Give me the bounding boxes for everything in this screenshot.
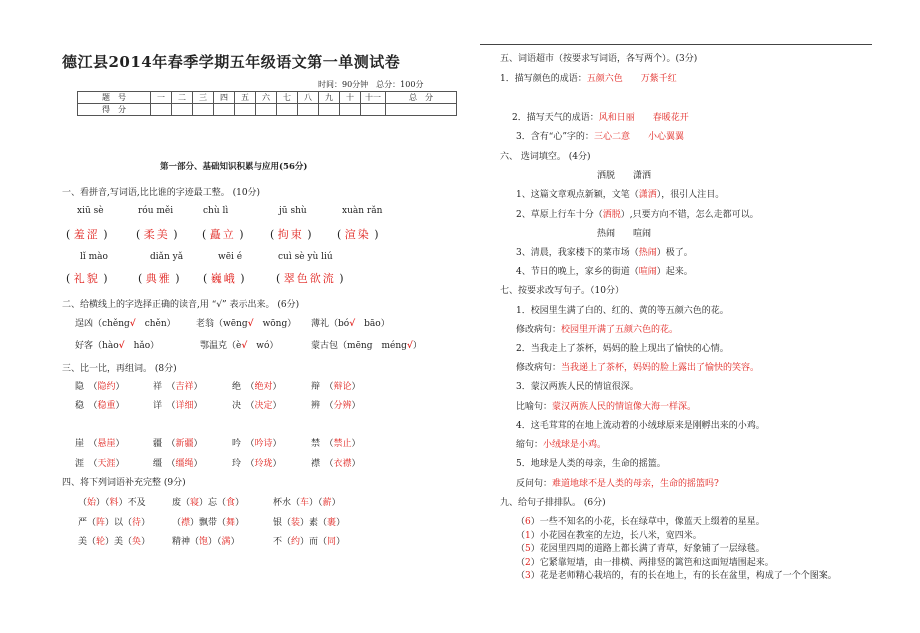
idiom-text: 精神（	[172, 537, 200, 547]
q3-title: 三、比一比，再组词。 (8分)	[62, 364, 177, 374]
word-group: 祥 （吉祥）	[153, 382, 203, 392]
q1-title: 一、看拼音,写词语,比比谁的字迹最工整。 (10分)	[62, 188, 261, 198]
answer-text: 喧闹	[638, 267, 657, 277]
idiom-text: ）	[336, 518, 346, 528]
q5-question: 3．含有“心”字的：	[516, 132, 594, 142]
score-cell: 二	[172, 92, 193, 104]
ordering-item	[516, 555, 774, 568]
answer-text: 薪	[322, 498, 332, 508]
reading-word: 蒙古包	[311, 341, 339, 351]
base-char: 祥	[153, 382, 163, 392]
idiom-text: ）美（	[105, 537, 133, 547]
base-char: 稳	[75, 401, 85, 411]
idiom-text: 杯水（	[273, 498, 301, 508]
answer-text: 小绒球是小鸡。	[543, 440, 607, 450]
q7-answer-4	[516, 437, 606, 450]
check-mark-icon: √	[247, 319, 254, 329]
answer-text: 衣襟	[333, 459, 352, 469]
reading-word: 鄂温克	[200, 341, 228, 351]
idiom-item	[78, 495, 146, 508]
word-group: 辨 （分辨）	[311, 401, 361, 411]
q5-answer: 风和日丽 春暖花开	[598, 113, 689, 123]
word-group: 决 （决定）	[232, 401, 282, 411]
answer-box-6: ( 礼貌 )	[66, 272, 108, 285]
answer-text: 稳重	[97, 401, 116, 411]
idiom-text: ）	[230, 537, 240, 547]
ordering-item	[516, 568, 837, 581]
reading-option: hào	[102, 341, 119, 351]
q5-title: 五、词语超市（按要求写词语，各写两个）。(3分)	[500, 54, 698, 64]
q7-answer-3	[516, 399, 696, 412]
idiom-text: ）	[141, 518, 151, 528]
word-group: 崖 （悬崖）	[75, 439, 125, 449]
check-mark-icon: √	[406, 341, 413, 351]
score-value-row	[78, 104, 457, 116]
answer-text: 同	[327, 537, 337, 547]
idiom-item	[172, 534, 240, 547]
answer-text: 巍峨	[210, 272, 237, 285]
answer-text: 矗立	[209, 228, 236, 241]
score-cell: 题 号	[78, 92, 151, 104]
pinyin-1: xiū sè	[77, 206, 104, 216]
answer-text: 满	[221, 537, 231, 547]
score-cell	[256, 104, 277, 116]
answer-box-1: ( 羞涩 )	[66, 228, 108, 241]
word-group: 绝 （绝对）	[232, 382, 282, 392]
answer-text: 柔美	[143, 228, 170, 241]
answer-text: 缰绳	[175, 459, 194, 469]
q7-sentence-1: 1．校园里生满了白的、红的、黄的等五颜六色的花。	[516, 306, 729, 316]
answer-text: 热闹	[638, 248, 657, 258]
answer-text: 阵	[96, 518, 106, 528]
ordering-text: 小花园在教室的左边，长八米，宽四米。	[539, 530, 702, 541]
reading-option: bāo	[364, 319, 381, 329]
idiom-text: ）	[331, 498, 341, 508]
q9-title: 九、给句子排排队。 (6分)	[500, 498, 606, 508]
ordering-text: 它紧靠短墙，由一排横、两排竖的篱笆和这面短墙围起来。	[539, 557, 774, 568]
idiom-item	[172, 495, 244, 508]
idiom-text: ）	[235, 518, 245, 528]
answer-box-2: ( 柔美 )	[136, 228, 178, 241]
base-char: 禁	[311, 439, 321, 449]
ordering-item	[516, 528, 702, 541]
base-char: 疆	[153, 439, 163, 449]
answer-box-9: ( 翠色欲流 )	[276, 272, 344, 285]
answer-text: 渲染	[344, 228, 371, 241]
reading-word: 逞凶	[75, 319, 94, 329]
base-char: 辨	[311, 401, 321, 411]
reading-option: chěn	[144, 319, 167, 329]
reading-option: wēng	[223, 319, 248, 329]
ordering-text: 花是老师精心栽培的，有的长在地上，有的长在盆里，构成了一个个图案。	[539, 571, 837, 581]
sentence-text: 4、节日的晚上，家乡的街道（	[516, 267, 639, 277]
answer-text: 礼貌	[73, 272, 100, 285]
q7-title: 七、按要求改写句子。（10分）	[500, 286, 624, 296]
base-char: 涯	[75, 459, 85, 469]
score-cell: 八	[298, 92, 319, 104]
score-cell: 三	[193, 92, 214, 104]
q6-title: 六、 选词填空。 (4分)	[500, 152, 591, 162]
idiom-text: ）以（	[105, 518, 133, 528]
word-group: 详 （详细）	[153, 401, 203, 411]
answer-text: 奂	[132, 537, 142, 547]
score-cell	[172, 104, 193, 116]
pinyin-6: lǐ mào	[80, 252, 108, 262]
word-group: 疆 （新疆）	[153, 439, 203, 449]
answer-text: 分辨	[333, 401, 352, 411]
check-mark-icon: √	[349, 319, 356, 329]
part1-heading: 第一部分、基础知识积累与应用(56分)	[160, 162, 308, 172]
word-group: 涯 （天涯）	[75, 459, 125, 469]
base-char: 吟	[232, 439, 242, 449]
reading-item: 老翁（wēng√ wōng）	[196, 319, 297, 329]
base-char: 缰	[153, 459, 163, 469]
q2-title: 二、给横线上的字选择正确的读音,用 “√” 表示出来。 (6分)	[62, 300, 300, 310]
idiom-text: 美（	[78, 537, 97, 547]
answer-text: 饱	[199, 537, 209, 547]
score-cell: 九	[319, 92, 340, 104]
answer-text: 校园里开满了五颜六色的花。	[561, 325, 679, 335]
q7-answer-1	[516, 322, 678, 335]
answer-text: 寝	[190, 498, 200, 508]
answer-text: 食	[226, 498, 236, 508]
answer-box-5: ( 渲染 )	[337, 228, 379, 241]
base-char: 决	[232, 401, 242, 411]
word-group: 辩 （辩论）	[311, 382, 361, 392]
idiom-text: （	[78, 498, 88, 508]
word-group: 禁 （禁止）	[311, 439, 361, 449]
answer-text: 装	[291, 518, 301, 528]
sentence-text: 1、这篇文章观点新颖，文笔（	[516, 190, 639, 200]
reading-option: wó	[256, 341, 270, 351]
exam-meta: 时间：90分钟 总分：100分	[318, 80, 424, 89]
word-group: 吟 （吟诗）	[232, 439, 282, 449]
answer-text: 绝对	[254, 382, 273, 392]
answer-text: 车	[300, 498, 310, 508]
pinyin-5: xuàn rǎn	[342, 206, 383, 216]
score-table	[77, 91, 457, 116]
base-char: 绝	[232, 382, 242, 392]
reading-item: 鄂温克（è√ wó）	[200, 341, 279, 351]
score-cell: 四	[214, 92, 235, 104]
sentence-text: ）起来。	[656, 267, 693, 277]
q5-answer: 三心二意 小心翼翼	[593, 132, 684, 142]
answer-label: 反问句：	[516, 479, 553, 489]
score-cell: 七	[277, 92, 298, 104]
answer-text: 待	[132, 518, 142, 528]
check-mark-icon: √	[118, 341, 125, 351]
score-cell: 五	[235, 92, 256, 104]
word-group: 襟 （衣襟）	[311, 459, 361, 469]
idiom-item	[273, 495, 341, 508]
answer-text: 羞涩	[73, 228, 100, 241]
q6-sentence-4	[516, 264, 693, 277]
idiom-text: ）（	[96, 498, 110, 508]
q7-sentence-4: 4．这毛茸茸的在地上流动着的小绒球原来是刚孵出来的小鸡。	[516, 421, 765, 431]
idiom-item	[78, 534, 150, 547]
score-cell	[386, 104, 457, 116]
idiom-text: ）不及	[118, 498, 146, 508]
answer-text: 舞	[226, 518, 236, 528]
reading-option: hǎo	[133, 341, 151, 351]
reading-option: mēng	[347, 341, 373, 351]
answer-box-4: ( 拘束 )	[270, 228, 312, 241]
score-cell	[298, 104, 319, 116]
pinyin-8: wēi é	[218, 252, 243, 262]
answer-text: 隐约	[97, 382, 116, 392]
q5-question: 1．描写颜色的成语：	[500, 74, 587, 84]
base-char: 详	[153, 401, 163, 411]
reading-option: chěng	[102, 319, 130, 329]
answer-text: 吟诗	[254, 439, 273, 449]
base-char: 玲	[232, 459, 242, 469]
reading-word: 好客	[75, 341, 94, 351]
score-cell: 十	[340, 92, 361, 104]
answer-text: 襟	[181, 518, 191, 528]
score-cell: 十一	[361, 92, 386, 104]
idiom-text: （	[172, 518, 182, 528]
sentence-text: ）极了。	[656, 248, 693, 258]
answer-text: 约	[291, 537, 301, 547]
q6-sentence-2	[516, 207, 759, 220]
q5-item-1	[500, 71, 677, 84]
score-cell: 得 分	[78, 104, 151, 116]
idiom-item	[273, 515, 345, 528]
check-mark-icon: √	[129, 319, 136, 329]
idiom-text: ）而（	[300, 537, 328, 547]
answer-text: 裹	[327, 518, 337, 528]
answer-text: 当我递上了茶杯，妈妈的脸上露出了愉快的笑容。	[561, 363, 760, 373]
reading-option: è	[236, 341, 242, 351]
order-number: （6）	[516, 517, 540, 527]
answer-box-7: ( 典雅 )	[138, 272, 180, 285]
reading-item: 逞凶（chěng√ chěn）	[75, 319, 176, 329]
answer-text: 料	[109, 498, 119, 508]
q6-sentence-3	[516, 245, 693, 258]
pinyin-4: jū shù	[279, 206, 307, 216]
answer-box-8: ( 巍峨 )	[203, 272, 245, 285]
ordering-item	[516, 514, 765, 527]
score-cell	[235, 104, 256, 116]
idiom-text: ）	[235, 498, 245, 508]
idiom-text: 银（	[273, 518, 292, 528]
reading-item: 好客（hào√ hǎo）	[75, 341, 160, 351]
idiom-item	[273, 534, 345, 547]
order-number: （3）	[516, 571, 540, 581]
q4-title: 四、将下列词语补充完整 (9分)	[62, 478, 186, 488]
q7-answer-5	[516, 476, 719, 489]
q5-item-2	[512, 110, 689, 123]
idiom-item	[78, 515, 150, 528]
idiom-text: 不（	[273, 537, 292, 547]
score-cell	[319, 104, 340, 116]
answer-text: 天涯	[97, 459, 116, 469]
answer-text: 翠色欲流	[283, 272, 336, 285]
answer-text: 玲珑	[254, 459, 273, 469]
word-group: 玲 （玲珑）	[232, 459, 282, 469]
answer-label: 修改病句：	[516, 325, 562, 335]
pinyin-2: róu měi	[138, 206, 174, 216]
idiom-text: 废（	[172, 498, 191, 508]
reading-word: 薄礼	[311, 319, 330, 329]
answer-label: 缩句：	[516, 440, 544, 450]
pinyin-9: cuì sè yù liú	[278, 252, 333, 262]
q6-sentence-1	[516, 187, 724, 200]
idiom-text: ）	[141, 537, 151, 547]
score-cell	[340, 104, 361, 116]
answer-text: 决定	[254, 401, 273, 411]
exam-title: 德江县2014年春季学期五年级语文第一单测试卷	[62, 53, 401, 71]
answer-text: 始	[87, 498, 97, 508]
top-rule	[480, 44, 872, 45]
q5-item-3	[516, 129, 684, 142]
reading-item: 蒙古包（mēng méng√）	[311, 341, 422, 351]
base-char: 崖	[75, 439, 85, 449]
answer-text: 禁止	[333, 439, 352, 449]
idiom-item	[172, 515, 244, 528]
q7-sentence-3: 3．蒙汉两族人民的情谊很深。	[516, 382, 639, 392]
base-char: 辩	[311, 382, 321, 392]
answer-text: 难道地球不是人类的母亲，生命的摇篮吗?	[552, 479, 719, 489]
answer-text: 拘束	[277, 228, 304, 241]
score-cell	[277, 104, 298, 116]
base-char: 襟	[311, 459, 321, 469]
word-pair-2: 热闹 喧闹	[597, 229, 652, 239]
sentence-text: ）,只要方向不错，怎么走都可以。	[620, 210, 759, 220]
idiom-text: ）飘带（	[190, 518, 227, 528]
score-cell	[361, 104, 386, 116]
q7-answer-2	[516, 360, 759, 373]
reading-option: méng	[381, 341, 407, 351]
word-pair-1: 洒脱 潇洒	[597, 171, 652, 181]
reading-option: bó	[338, 319, 350, 329]
pinyin-3: chù lì	[203, 206, 229, 216]
answer-box-3: ( 矗立 )	[202, 228, 244, 241]
order-number: （2）	[516, 557, 540, 568]
order-number: （1）	[516, 530, 540, 541]
idiom-text: ）（	[309, 498, 323, 508]
word-group: 隐 （隐约）	[75, 382, 125, 392]
score-cell	[193, 104, 214, 116]
sentence-text: 3、清晨，我家楼下的菜市场（	[516, 248, 639, 258]
q5-answer: 五颜六色 万紫千红	[586, 74, 677, 84]
order-number: （5）	[516, 544, 540, 554]
idiom-text: ）忘（	[199, 498, 227, 508]
word-group: 缰 （缰绳）	[153, 459, 203, 469]
q7-sentence-5: 5．地球是人类的母亲，生命的摇篮。	[516, 459, 666, 469]
sentence-text: ），很引人注目。	[656, 190, 725, 200]
answer-text: 吉祥	[175, 382, 194, 392]
answer-text: 轮	[96, 537, 106, 547]
score-cell	[151, 104, 172, 116]
answer-text: 潇洒	[638, 190, 657, 200]
pinyin-7: diǎn yǎ	[150, 252, 184, 262]
answer-text: 悬崖	[97, 439, 116, 449]
sentence-text: 2、草原上行车十分（	[516, 210, 603, 220]
idiom-text: ）	[336, 537, 346, 547]
q7-sentence-2: 2．当我走上了茶杯，妈妈的脸上现出了愉快的心情。	[516, 344, 729, 354]
score-cell	[214, 104, 235, 116]
answer-text: 新疆	[175, 439, 194, 449]
ordering-text: 花园里四周的道路上都长满了青草，好象铺了一层绿毯。	[539, 544, 765, 554]
answer-text: 详细	[175, 401, 194, 411]
reading-option: wōng	[262, 319, 288, 329]
answer-text: 蒙汉两族人民的情谊像大海一样深。	[552, 402, 697, 412]
answer-text: 典雅	[145, 272, 172, 285]
score-cell: 总 分	[386, 92, 457, 104]
answer-label: 修改病句：	[516, 363, 562, 373]
answer-text: 洒脱	[602, 210, 621, 220]
answer-label: 比喻句：	[516, 402, 553, 412]
idiom-text: 严（	[78, 518, 97, 528]
ordering-item	[516, 541, 765, 554]
score-header-row	[78, 92, 457, 104]
reading-word: 老翁	[196, 319, 215, 329]
q5-question: 2．描写天气的成语：	[512, 113, 599, 123]
word-group: 稳 （稳重）	[75, 401, 125, 411]
base-char: 隐	[75, 382, 85, 392]
score-cell: 一	[151, 92, 172, 104]
score-cell: 六	[256, 92, 277, 104]
ordering-text: 一些不知名的小花，长在绿草中，像蓝天上缀着的星星。	[539, 517, 765, 527]
check-mark-icon: √	[241, 341, 248, 351]
reading-item: 薄礼（bó√ bāo）	[311, 319, 390, 329]
idiom-text: ）素（	[300, 518, 328, 528]
answer-text: 辩论	[333, 382, 352, 392]
idiom-text: ）（	[208, 537, 222, 547]
